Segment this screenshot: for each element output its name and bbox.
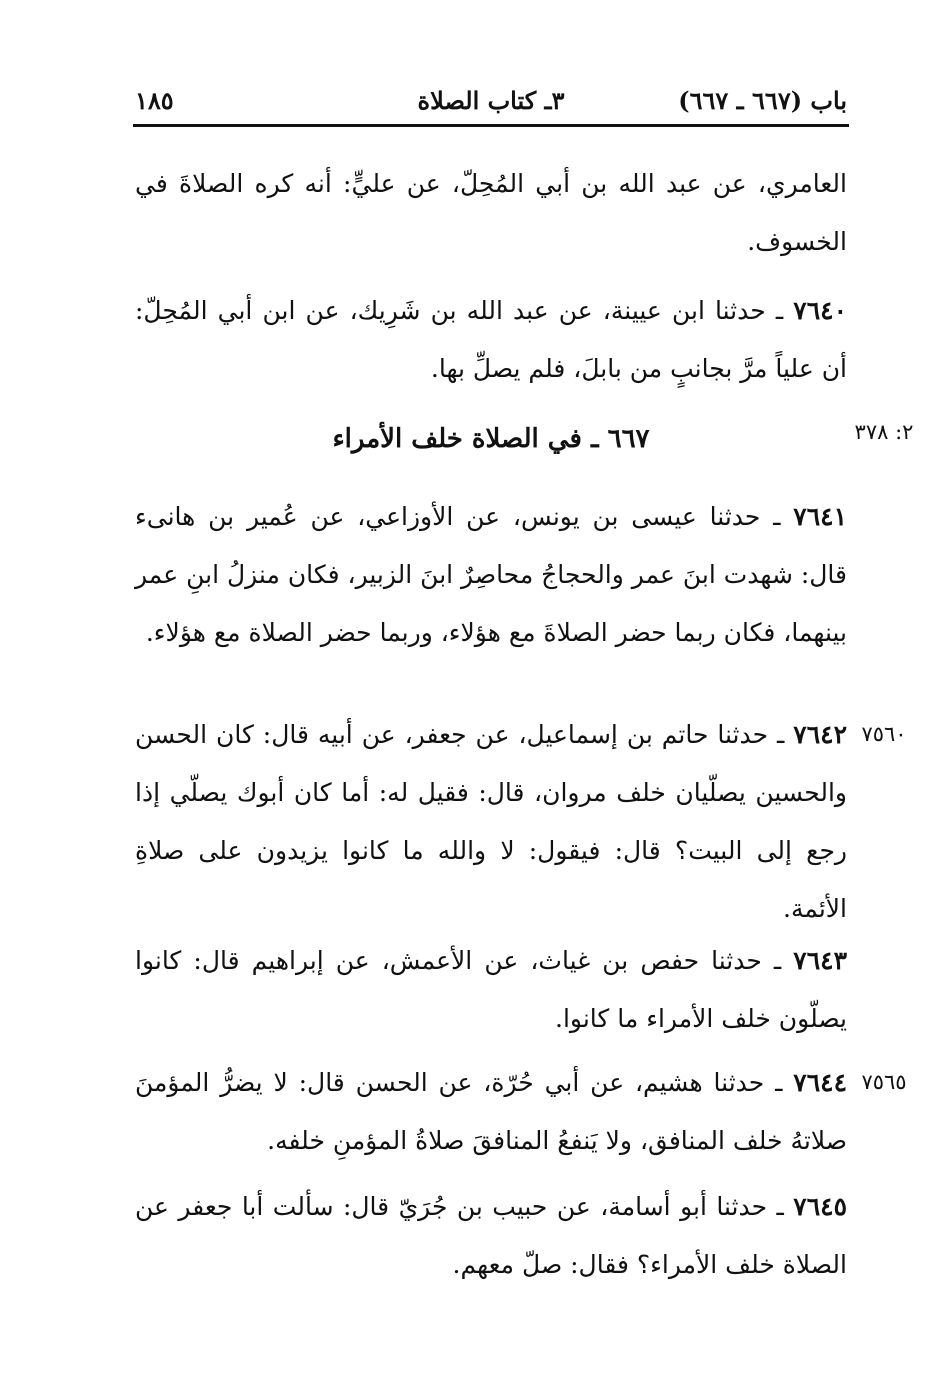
hadith-7644 [135,1054,847,1170]
margin-reference: ٢: ٣٧٨ [854,420,914,444]
hadith-text: ـ حدثنا عيسى بن يونس، عن الأوزاعي، عن عُمير بن هانىء قال: شهدت ابنَ عمر والحجاجُ محاصِرٌ ابنَ الزبير، فكان منزلُ ابنِ عمر بينهما، فكان ربما حضر الصلاةَ مع هؤلاء، وربما حضر الصلاة مع هؤلاء. [134,502,847,647]
header-rule [133,124,849,127]
hadith-7645 [135,1178,847,1294]
hadith-text: ـ حدثنا حاتم بن إسماعيل، عن جعفر، عن أبيه قال: كان الحسن والحسين يصلّيان خلف مروان، قال: فقيل له: أما كان أبوك يصلّي إذا رجع إلى البيت؟ قال: فيقول: لا والله ما كانوا يزيدون على صلاةِ الأئمة. [135,720,847,923]
margin-reference: ٧٥٦٠ [861,722,907,746]
hadith-text: ـ حدثنا ابن عيينة، عن عبد الله بن شَرِيك، عن ابن أبي المُحِلّ: أن علياً مرَّ بجانبٍ من بابلَ، فلم يصلِّ بها. [135,296,847,383]
book-title: ٣ـ كتاب الصلاة [417,86,565,115]
hadith-text: ـ حدثنا حفص بن غياث، عن الأعمش، عن إبراهيم قال: كانوا يصلّون خلف الأمراء ما كانوا. [135,946,847,1033]
page-number: ١٨٥ [135,86,174,115]
hadith-7642 [135,706,847,938]
hadith-7640 [135,282,847,398]
hadith-text: ـ حدثنا هشيم، عن أبي حُرّة، عن الحسن قال: لا يضرُّ المؤمنَ صلاتهُ خلف المنافق، ولا يَنفعُ المنافقَ صلاةُ المؤمنِ خلفه. [135,1068,847,1155]
hadith-number: ٧٦٤٤ [793,1068,847,1097]
paragraph-text: العامري، عن عبد الله بن أبي المُحِلّ، عن عليٍّ: أنه كره الصلاةَ في الخسوف. [135,169,847,256]
hadith-7643 [135,932,847,1048]
hadith-number: ٧٦٤٥ [793,1192,848,1221]
chapter-heading: ٦٦٧ ـ في الصلاة خلف الأمراء [332,424,650,454]
hadith-7641 [135,488,847,662]
chapter-range: باب (٦٦٧ ـ ٦٦٧) [678,86,847,115]
hadith-text: ـ حدثنا أبو أسامة، عن حبيب بن جُرَيّ قال: سألت أبا جعفر عن الصلاة خلف الأمراء؟ فقال: صلّ معهم. [135,1192,847,1279]
hadith-number: ٧٦٤٢ [793,720,847,749]
paragraph-continuation [135,155,847,271]
hadith-number: ٧٦٤٣ [793,946,847,975]
hadith-number: ٧٦٤١ [793,502,847,531]
page-header [135,78,847,122]
margin-reference: ٧٥٦٥ [861,1070,907,1094]
hadith-number: ٧٦٤٠ [793,296,847,325]
